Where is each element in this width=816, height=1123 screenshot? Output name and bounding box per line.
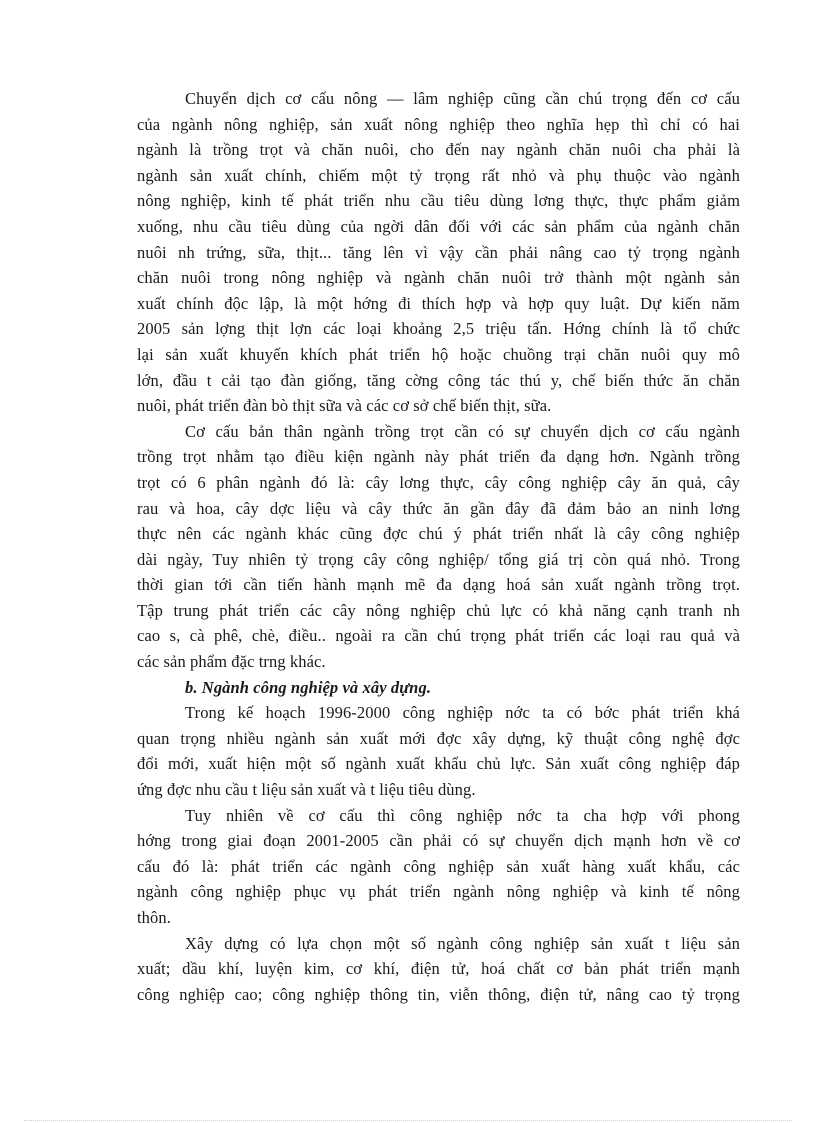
text-line: Xây dựng có lựa chọn một số ngành công nghiệp sản xuất t liệu sản [185,933,740,953]
section-heading: b. Ngành công nghiệp và xây dựng. [185,677,432,697]
text-line: thôn. [137,908,171,927]
text-line: 2005 sản lợng thịt lợn các loại khoảng 2,5 triệu tấn. Hớng chính là tổ chức [137,319,740,339]
text-line: Cơ cấu bản thân ngành trồng trọt cần có sự chuyển dịch cơ cấu ngành [185,421,740,441]
paragraph [137,419,740,675]
text-line: lớn, đầu t cải tạo đàn giống, tăng cờng công tác thú y, chế biến thức ăn chăn [137,370,740,390]
paragraph [137,931,740,1008]
paragraph [137,86,740,419]
text-line: lại sản xuất khuyến khích phát triển hộ hoặc chuồng trại chăn nuôi quy mô [137,344,740,364]
text-line: trồng trọt nhằm tạo điều kiện ngành này phát triển đa dạng hơn. Ngành trồng [137,447,740,467]
text-line: dài ngày, Tuy nhiên tỷ trọng cây công nghiệp/ tổng giá trị còn quá nhỏ. Trong [137,549,740,569]
text-line: Chuyển dịch cơ cấu nông — lâm nghiệp cũng cần chú trọng đến cơ cấu [185,89,740,108]
text-line: ứng đợc nhu cầu t liệu sản xuất và t liệu tiêu dùng. [137,780,476,800]
paragraph [137,803,740,931]
text-line: Trong kế hoạch 1996-2000 công nghiệp nớc ta có bớc phát triển khá [185,703,740,723]
text-line: ngành là trồng trọt và chăn nuôi, cho đến nay ngành chăn nuôi cha phải là [137,140,740,160]
text-line: xuống, nhu cầu tiêu dùng của ngời dân đối với các sản phẩm của ngành chăn [137,216,740,236]
text-line: rau và hoa, cây dợc liệu và cây thức ăn gần đây đã đảm bảo an ninh lơng [137,498,740,518]
text-line: Tuy nhiên về cơ cấu thì công nghiệp nớc ta cha hợp với phong [185,805,740,825]
text-line: hớng trong giai đoạn 2001-2005 cần phải có sự chuyển dịch mạnh hơn về cơ [137,831,740,851]
text-line: cấu đó là: phát triển các ngành công nghiệp sản xuất hàng xuất khẩu, các [137,856,740,876]
text-line: Tập trung phát triển các cây nông nghiệp chủ lực có khả năng cạnh tranh nh [137,600,740,620]
document-page [137,86,740,1007]
text-line: chăn nuôi trong nông nghiệp và ngành chăn nuôi trở thành một ngành sản [137,268,740,288]
text-line: công nghiệp cao; công nghiệp thông tin, viễn thông, điện tử, nâng cao tỷ trọng [137,984,740,1004]
text-line: các sản phẩm đặc trng khác. [137,652,326,672]
text-line: xuất chính độc lập, là một hớng đi thích hợp và hợp quy luật. Dự kiến năm [137,293,740,313]
text-line: ngành sản xuất chính, chiếm một tỷ trọng rất nhỏ và phụ thuộc vào ngành [137,165,740,185]
text-line: ngành công nghiệp phục vụ phát triển ngành nông nghiệp và kinh tế nông [137,882,740,902]
text-line: cao s, cà phê, chè, điều.. ngoài ra cần chú trọng phát triển các loại rau quả và [137,626,740,646]
text-line: quan trọng nhiều ngành sản xuất mới đợc xây dựng, kỹ thuật công nghệ đợc [137,728,740,748]
text-line: của ngành nông nghiệp, sản xuất nông nghiệp theo nghĩa hẹp thì chỉ có hai [137,114,740,134]
text-line: thực nên các ngành khác cũng đợc chú ý phát triển nhất là cây công nghiệp [137,524,740,544]
text-line: trọt có 6 phân ngành đó là: cây lơng thực, cây công nghiệp cây ăn quả, cây [137,472,740,492]
text-line: nông nghiệp, kinh tế phát triển nhu cầu tiêu dùng lơng thực, thực phẩm giảm [137,191,740,211]
text-line: nuôi, phát triển đàn bò thịt sữa và các cơ sở chế biến thịt, sữa. [137,396,552,416]
paragraph [137,700,740,802]
page-bottom-divider [24,1120,792,1121]
text-line: nuôi nh trứng, sữa, thịt... tăng lên vì vậy cần phải nâng cao tỷ trọng ngành [137,242,740,262]
text-line: đổi mới, xuất hiện một số ngành xuất khẩu chủ lực. Sản xuất công nghiệp đáp [137,754,740,774]
text-line: thời gian tới cần tiến hành mạnh mẽ đa dạng hoá sản xuất ngành trồng trọt. [137,575,740,595]
text-line: xuất; dầu khí, luyện kim, cơ khí, điện tử, hoá chất cơ bản phát triển mạnh [137,959,740,979]
